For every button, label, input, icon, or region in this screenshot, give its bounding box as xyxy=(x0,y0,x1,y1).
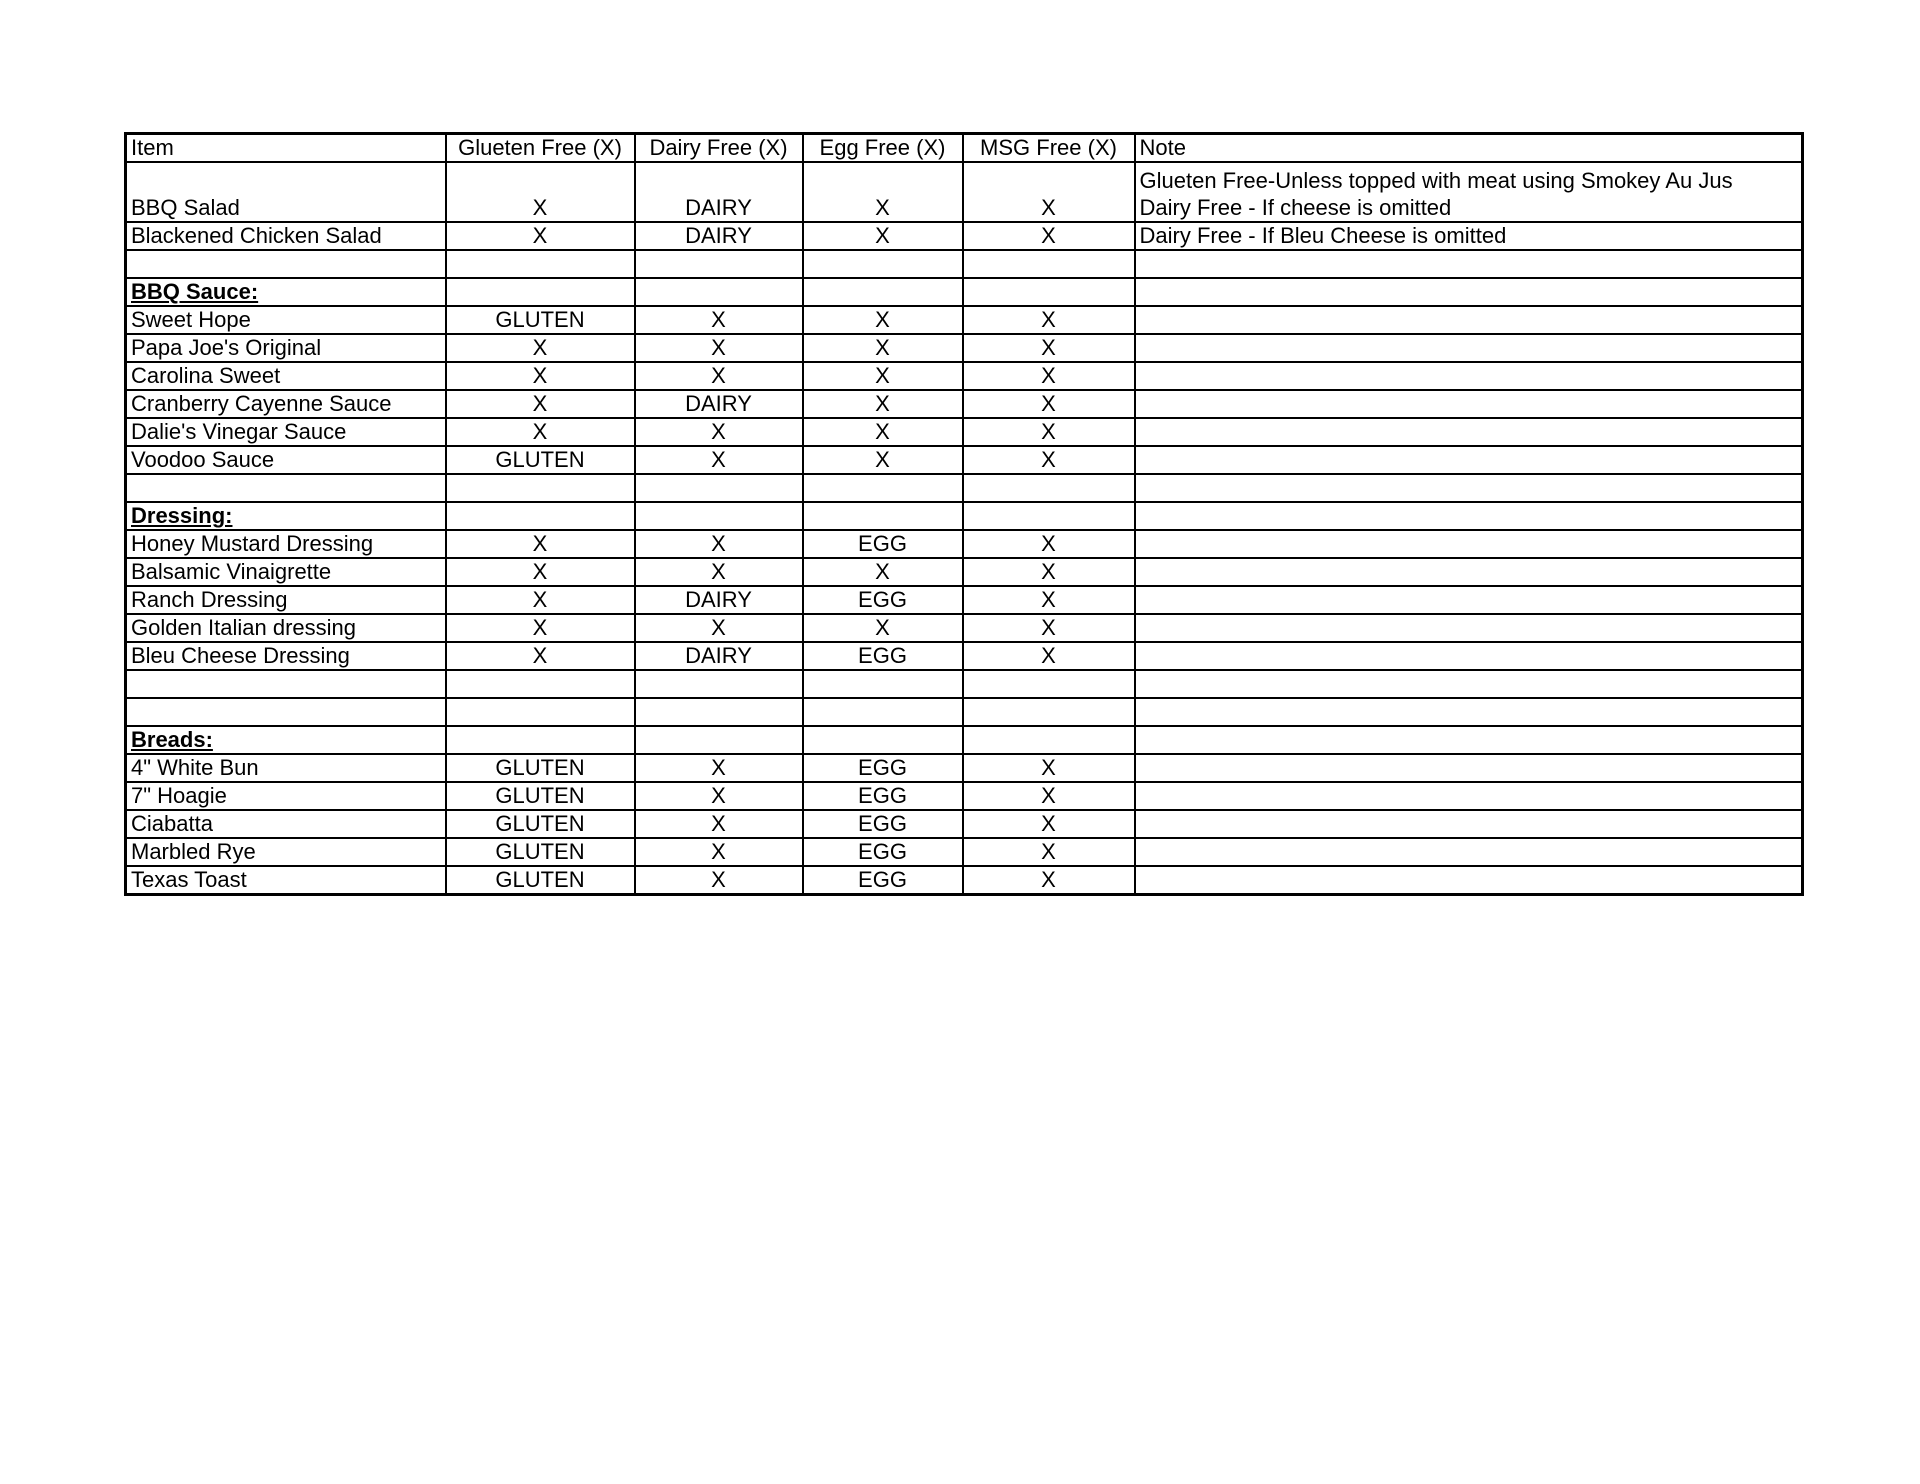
gluten-cell: GLUTEN xyxy=(446,810,635,838)
msg-cell: X xyxy=(963,222,1135,250)
note-cell xyxy=(1135,754,1803,782)
gluten-cell: GLUTEN xyxy=(446,866,635,895)
item-name-cell: 4" White Bun xyxy=(126,754,446,782)
table-row xyxy=(126,782,1803,810)
item-name-cell: Bleu Cheese Dressing xyxy=(126,642,446,670)
empty-cell xyxy=(1135,502,1803,530)
msg-cell: X xyxy=(963,418,1135,446)
empty-cell xyxy=(635,670,803,698)
gluten-cell: GLUTEN xyxy=(446,838,635,866)
dairy-cell: DAIRY xyxy=(635,162,803,222)
section-title-cell xyxy=(126,278,446,306)
empty-cell xyxy=(635,278,803,306)
note-cell xyxy=(1135,810,1803,838)
egg-cell: X xyxy=(803,446,963,474)
table-row xyxy=(126,614,1803,642)
note-cell xyxy=(1135,390,1803,418)
item-name-cell: Ciabatta xyxy=(126,810,446,838)
empty-cell xyxy=(963,502,1135,530)
dairy-cell: X xyxy=(635,838,803,866)
item-name-cell: Blackened Chicken Salad xyxy=(126,222,446,250)
empty-cell xyxy=(446,670,635,698)
item-name-cell: BBQ Salad xyxy=(126,162,446,222)
empty-cell xyxy=(963,278,1135,306)
allergen-table-body xyxy=(126,134,1803,895)
note-cell xyxy=(1135,586,1803,614)
empty-cell xyxy=(1135,698,1803,726)
table-row xyxy=(126,222,1803,250)
msg-cell: X xyxy=(963,810,1135,838)
empty-cell xyxy=(446,250,635,278)
item-name-cell: Honey Mustard Dressing xyxy=(126,530,446,558)
msg-cell: X xyxy=(963,558,1135,586)
note-cell xyxy=(1135,614,1803,642)
egg-cell: EGG xyxy=(803,782,963,810)
gluten-cell: GLUTEN xyxy=(446,446,635,474)
empty-cell xyxy=(635,502,803,530)
note-cell xyxy=(1135,222,1803,250)
gluten-cell: X xyxy=(446,530,635,558)
msg-cell: X xyxy=(963,614,1135,642)
egg-cell: X xyxy=(803,614,963,642)
column-header-msg-free: MSG Free (X) xyxy=(963,134,1135,163)
item-name-cell: Cranberry Cayenne Sauce xyxy=(126,390,446,418)
item-name-cell: Voodoo Sauce xyxy=(126,446,446,474)
empty-cell xyxy=(1135,250,1803,278)
column-header-dairy-free: Dairy Free (X) xyxy=(635,134,803,163)
gluten-cell: X xyxy=(446,362,635,390)
dairy-cell: X xyxy=(635,334,803,362)
msg-cell: X xyxy=(963,390,1135,418)
note-cell xyxy=(1135,162,1803,222)
egg-cell: EGG xyxy=(803,838,963,866)
note-cell xyxy=(1135,418,1803,446)
gluten-cell: GLUTEN xyxy=(446,782,635,810)
dairy-cell: X xyxy=(635,754,803,782)
dairy-cell: X xyxy=(635,866,803,895)
empty-cell xyxy=(803,278,963,306)
msg-cell: X xyxy=(963,162,1135,222)
section-title: Dressing: xyxy=(131,503,233,528)
dairy-cell: X xyxy=(635,558,803,586)
table-row xyxy=(126,558,1803,586)
empty-cell xyxy=(963,474,1135,502)
empty-cell xyxy=(963,698,1135,726)
empty-cell xyxy=(635,726,803,754)
egg-cell: EGG xyxy=(803,586,963,614)
dairy-cell: DAIRY xyxy=(635,642,803,670)
section-title: BBQ Sauce: xyxy=(131,279,259,304)
dairy-cell: X xyxy=(635,530,803,558)
gluten-cell: X xyxy=(446,390,635,418)
blank-row xyxy=(126,670,1803,698)
empty-cell xyxy=(1135,474,1803,502)
section-row xyxy=(126,502,1803,530)
item-name-cell: Papa Joe's Original xyxy=(126,334,446,362)
egg-cell: EGG xyxy=(803,810,963,838)
empty-cell xyxy=(635,250,803,278)
table-row xyxy=(126,390,1803,418)
dairy-cell: X xyxy=(635,782,803,810)
dairy-cell: X xyxy=(635,810,803,838)
item-name-cell: Balsamic Vinaigrette xyxy=(126,558,446,586)
egg-cell: X xyxy=(803,162,963,222)
table-row xyxy=(126,362,1803,390)
column-header-item: Item xyxy=(126,134,446,163)
header-row xyxy=(126,134,1803,163)
egg-cell: X xyxy=(803,222,963,250)
column-header-egg-free: Egg Free (X) xyxy=(803,134,963,163)
empty-cell xyxy=(126,670,446,698)
empty-cell xyxy=(803,250,963,278)
egg-cell: EGG xyxy=(803,866,963,895)
egg-cell: X xyxy=(803,306,963,334)
gluten-cell: X xyxy=(446,162,635,222)
egg-cell: EGG xyxy=(803,754,963,782)
table-row xyxy=(126,162,1803,222)
table-row xyxy=(126,810,1803,838)
note-line: Glueten Free-Unless topped with meat using Smokey Au Jus xyxy=(1139,168,1733,193)
item-name-cell: Ranch Dressing xyxy=(126,586,446,614)
msg-cell: X xyxy=(963,782,1135,810)
gluten-cell: X xyxy=(446,222,635,250)
empty-cell xyxy=(446,278,635,306)
msg-cell: X xyxy=(963,754,1135,782)
egg-cell: X xyxy=(803,390,963,418)
empty-cell xyxy=(446,474,635,502)
msg-cell: X xyxy=(963,362,1135,390)
section-row xyxy=(126,726,1803,754)
section-title-cell xyxy=(126,726,446,754)
gluten-cell: GLUTEN xyxy=(446,754,635,782)
table-row xyxy=(126,838,1803,866)
gluten-cell: X xyxy=(446,558,635,586)
empty-cell xyxy=(126,698,446,726)
msg-cell: X xyxy=(963,642,1135,670)
dairy-cell: X xyxy=(635,446,803,474)
section-row xyxy=(126,278,1803,306)
note-cell xyxy=(1135,530,1803,558)
empty-cell xyxy=(963,250,1135,278)
gluten-cell: X xyxy=(446,418,635,446)
note-cell xyxy=(1135,446,1803,474)
egg-cell: X xyxy=(803,334,963,362)
note-cell xyxy=(1135,334,1803,362)
section-title: Breads: xyxy=(131,727,213,752)
column-header-note: Note xyxy=(1135,134,1803,163)
empty-cell xyxy=(126,474,446,502)
item-name-cell: Golden Italian dressing xyxy=(126,614,446,642)
table-row xyxy=(126,418,1803,446)
table-row xyxy=(126,306,1803,334)
table-row xyxy=(126,446,1803,474)
note-cell xyxy=(1135,642,1803,670)
dairy-cell: DAIRY xyxy=(635,390,803,418)
note-line: Dairy Free - If Bleu Cheese is omitted xyxy=(1139,223,1507,248)
dairy-cell: X xyxy=(635,362,803,390)
msg-cell: X xyxy=(963,838,1135,866)
empty-cell xyxy=(635,698,803,726)
allergen-table xyxy=(124,132,1804,896)
note-line: Dairy Free - If cheese is omitted xyxy=(1139,195,1452,220)
table-row xyxy=(126,642,1803,670)
table-row xyxy=(126,334,1803,362)
empty-cell xyxy=(1135,726,1803,754)
section-title-cell xyxy=(126,502,446,530)
note-cell xyxy=(1135,866,1803,895)
dairy-cell: X xyxy=(635,306,803,334)
empty-cell xyxy=(446,698,635,726)
table-row xyxy=(126,866,1803,895)
empty-cell xyxy=(803,670,963,698)
gluten-cell: X xyxy=(446,614,635,642)
egg-cell: EGG xyxy=(803,642,963,670)
item-name-cell: 7" Hoagie xyxy=(126,782,446,810)
egg-cell: X xyxy=(803,418,963,446)
gluten-cell: X xyxy=(446,642,635,670)
empty-cell xyxy=(963,726,1135,754)
empty-cell xyxy=(126,250,446,278)
gluten-cell: X xyxy=(446,586,635,614)
dairy-cell: X xyxy=(635,418,803,446)
empty-cell xyxy=(803,698,963,726)
note-cell xyxy=(1135,306,1803,334)
table-row xyxy=(126,754,1803,782)
msg-cell: X xyxy=(963,306,1135,334)
gluten-cell: GLUTEN xyxy=(446,306,635,334)
empty-cell xyxy=(1135,670,1803,698)
table-row xyxy=(126,586,1803,614)
item-name-cell: Texas Toast xyxy=(126,866,446,895)
item-name-cell: Carolina Sweet xyxy=(126,362,446,390)
egg-cell: X xyxy=(803,558,963,586)
item-name-cell: Dalie's Vinegar Sauce xyxy=(126,418,446,446)
msg-cell: X xyxy=(963,866,1135,895)
empty-cell xyxy=(803,502,963,530)
empty-cell xyxy=(635,474,803,502)
note-cell xyxy=(1135,558,1803,586)
empty-cell xyxy=(963,670,1135,698)
item-name-cell: Marbled Rye xyxy=(126,838,446,866)
note-cell xyxy=(1135,362,1803,390)
dairy-cell: DAIRY xyxy=(635,222,803,250)
blank-row xyxy=(126,474,1803,502)
blank-row xyxy=(126,250,1803,278)
empty-cell xyxy=(803,474,963,502)
msg-cell: X xyxy=(963,446,1135,474)
egg-cell: EGG xyxy=(803,530,963,558)
empty-cell xyxy=(803,726,963,754)
empty-cell xyxy=(1135,278,1803,306)
empty-cell xyxy=(446,502,635,530)
msg-cell: X xyxy=(963,530,1135,558)
msg-cell: X xyxy=(963,334,1135,362)
egg-cell: X xyxy=(803,362,963,390)
column-header-gluten-free: Glueten Free (X) xyxy=(446,134,635,163)
dairy-cell: X xyxy=(635,614,803,642)
empty-cell xyxy=(446,726,635,754)
table-row xyxy=(126,530,1803,558)
note-cell xyxy=(1135,782,1803,810)
item-name-cell: Sweet Hope xyxy=(126,306,446,334)
gluten-cell: X xyxy=(446,334,635,362)
blank-row xyxy=(126,698,1803,726)
msg-cell: X xyxy=(963,586,1135,614)
note-cell xyxy=(1135,838,1803,866)
dairy-cell: DAIRY xyxy=(635,586,803,614)
